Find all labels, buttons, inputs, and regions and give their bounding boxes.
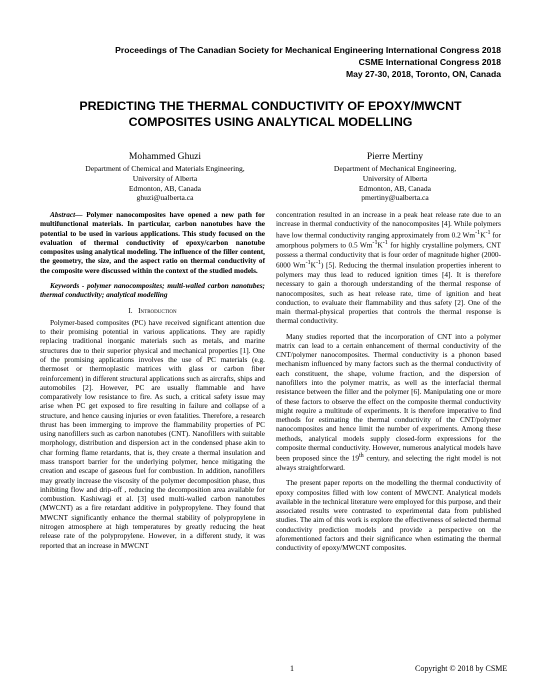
text-run: ) [5]. Reducing the thermal insulation properties inherent to polymers may thus lead to reduced ignition times [4]. It is therefore necessary to gain a thorough understanding of the thermal response of nanocomposites, such as heat release rate, time of ignition and heat conduction, to evaluate their flammability and thus safety [2]. One of the main thermal-physical properties that controls the thermal response is thermal conductivity. [276,260,501,326]
author-email: ghuzi@ualberta.ca [136,193,194,203]
superscript: -1 [475,229,481,236]
author-block-2 [285,150,505,203]
text-run: for highly crystalline polymers, CNT possess a thermal conductivity that is four order of magnitude higher (2000-6000 Wm [276,240,501,270]
superscript: -1 [485,229,491,236]
title-line-1: PREDICTING THE THERMAL CONDUCTIVITY OF EPOXY/MWCNT [79,99,462,113]
superscript: -1 [315,260,322,267]
abstract [40,210,265,275]
keywords [40,281,265,300]
text-run: K [377,240,383,250]
text-run: Many studies reported that the incorporation of CNT into a polymer matrix can lead to a certain enhancement of thermal conductivity of the CNT/polymer nanocomposites. Thermal conductivity is a phonon based mechanism influenced by many factors such as the thermal conductivity of each constituent, the shape, volume fraction, and the dispersion of nanofillers into the polymer matrix, as well as the interfacial thermal resistance between the filler and the polymer [6]. Manipulating one or more of these factors to observe the effect on the composite thermal conductivity might require a multitude of experiments. It is therefore imperative to find methods for estimating the thermal conductivity of the CNT/polymer nanocomposites and hence limit the number of experiments. Among these methods, analytical models supply closed-form expressions for the composite thermal conductivity. However, numerous analytical models have been proposed since the 19 [276,331,501,463]
intro-paragraph-1: Polymer-based composites (PC) have received significant attention due to their promising potential in various applications. They are rapidly replacing traditional inorganic materials such as metals, and marine structures due to their superior physical and mechanical properties [1]. One of the promising applications involves the use of PC materials (e.g. thermoset or thermoplastic matrices with glass or carbon fiber reinforcement) in different structural applications such as aircrafts, ships and automobiles [2]. However, PC are usually flammable and have comparatively low resistance to fire. As such, a critical safety issue may arise when PC get exposed to fire resulting in failure and collapse of a structure, and hence causing injuries or even fatalities. Therefore, a research thrust has been immerging to improve the flammability properties of PC using nanofillers such as carbon nanotubes (CNT). Nanofillers with suitable morphology, distribution and dispersion act in the condensed phase akin to char forming flame retardants, that is, they create a thermal insulation and mass transport barrier for the underlying polymer, hence mitigating the creation and escape of gaseous fuel for combustion. In addition, nanofillers may greatly increase the viscosity of the polymer decomposition phase, thus inhibiting flow and drip-off , reducing the decomposition area available for combustion. Kashiwagi et al. [3] used multi-walled carbon nanotubes (MWCNT) as a fire retardant additive in polypropylene. They found that MWCNT significantly enhance the thermal stability of polypropylene in nitrogen atmosphere at high temperatures by greatly reducing the heat release rate of the polypropylene. However, in a different study, it was reported that an increase in MWCNT [40,317,265,550]
author-univ: University of Alberta [132,173,198,183]
left-column [40,210,265,550]
superscript: -1 [372,240,378,247]
text-run: K [310,260,316,270]
author-city: Edmonton, AB, Canada [358,183,432,193]
section-title: Introduction [138,305,177,315]
intro-paragraph-4: The present paper reports on the modelling the thermal conductivity of epoxy composites filled with low content of MWCNT. Analytical models available in the technical literature were employed for this purpose, and their associated results were contrasted to experimental data from published studies. The aim of this work is explore the effectiveness of selected thermal conductivity prediction models and provide a perspective on the aforementioned factors and their significance when estimating the thermal conductivity of epoxy/MWCNT composites. [276,478,501,553]
proceedings-header [41,44,501,80]
intro-paragraph-3 [276,332,501,473]
section-heading [40,306,265,315]
header-line-2: CSME International Congress 2018 [358,57,501,67]
superscript: -1 [382,240,388,247]
author-name: Mohammed Ghuzi [128,151,202,162]
text-run: for amorphous polymers to 0.5 Wm [276,229,502,250]
text-run: K [480,229,486,239]
keywords-text: polymer nanocomposites; multi-walled carbon nanotubes; thermal conductivity; analytical modelling [40,280,265,300]
right-column [276,210,501,553]
author-dept: Department of Chemical and Materials Engineering, [85,164,245,173]
section-number: I. [128,305,133,315]
keywords-label: Keywords - [50,280,87,290]
title-line-2: COMPOSITES USING ANALYTICAL MODELLING [128,115,413,129]
author-name: Pierre Mertiny [366,151,424,162]
copyright-notice: Copyright © 2018 by CSME [415,664,508,673]
abstract-label: Abstract [50,210,76,219]
superscript: -1 [305,260,311,267]
author-dept: Department of Mechanical Engineering, [333,164,457,173]
header-line-1: Proceedings of The Canadian Society for Mechanical Engineering International Congress 2018 [115,45,501,55]
author-email: pmertiny@ualberta.ca [361,193,429,203]
superscript: th [358,453,364,460]
text-run: concentration resulted in an increase in a peak heat release rate due to an increase in thermal conductivity of the nanocomposites [4]. While polymers have low thermal conductivity ranging approximately from 0.2 Wm [276,210,501,239]
intro-paragraph-2 [276,210,501,326]
author-block-1 [55,150,275,203]
page-number: 1 [290,664,294,673]
author-univ: University of Alberta [362,173,428,183]
header-line-3: May 27-30, 2018, Toronto, ON, Canada [345,69,501,79]
abstract-text: — Polymer nanocomposites have opened a new path for multifunctional materials. In particular, carbon nanotubes have the potential to be used in various applications. This study focused on the evaluation of thermal conductivity of epoxy/carbon nanotube composites using analytical modeling. The influence of the filler content, the geometry, the size, and the aspect ratio on thermal conductivity of the composite were discussed within the context of the studied models. [40,210,265,275]
author-city: Edmonton, AB, Canada [128,183,202,193]
paper-title [40,98,501,130]
text-run: century, and selecting the right model is not always straightforward. [276,453,501,472]
